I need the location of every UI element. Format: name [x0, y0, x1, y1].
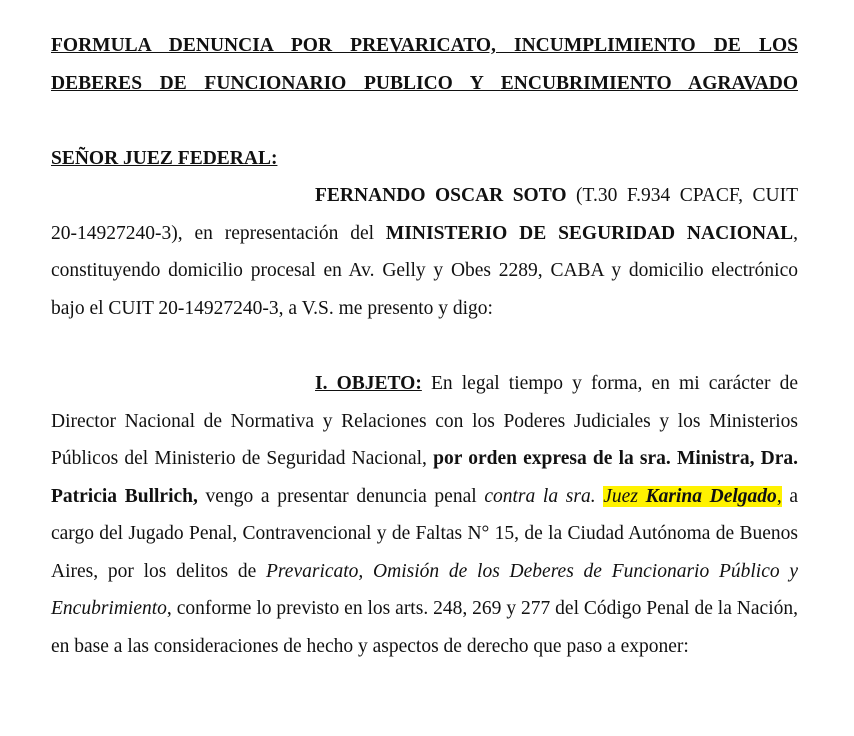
objeto-text-1: En legal tiempo y forma, en mi carácter de Director Nacional de Normativa y Relaciones con los Poderes Judiciales y los Ministerios Públicos del Ministerio de Seguridad Nacional, — [51, 373, 798, 469]
objeto-text-2: vengo a presentar denuncia penal — [197, 485, 485, 507]
title-line-2: DEBERES DE FUNCIONARIO PUBLICO Y ENCUBRIMIENTO AGRAVADO — [51, 72, 798, 94]
document-title — [51, 27, 798, 102]
objeto-italic-1: contra la sra. — [484, 485, 596, 507]
objeto-text-3: a cargo del Jugado Penal, Contravencional y de Faltas N° 15, de la Ciudad Autónoma de Buenos Aires, por los delitos de — [51, 485, 799, 582]
intro-paragraph — [51, 177, 798, 327]
objeto-crimes: Prevaricato, Omisión de los Deberes de Funcionario Público y Encubrimiento — [51, 560, 798, 619]
title-line-1: FORMULA DENUNCIA POR PREVARICATO, INCUMPLIMIENTO DE LOS — [51, 35, 798, 56]
intro-text-1: (T.30 F.934 CPACF, CUIT 20-14927240-3), en representación del — [51, 185, 798, 244]
salutation: SEÑOR JUEZ FEDERAL: — [51, 148, 278, 169]
intro-text-2: , constituyendo domicilio procesal en Av. Gelly y Obes 2289, CABA y domicilio electrónico bajo el CUIT 20-14927240-3, a V.S. me presento y digo: — [51, 222, 798, 319]
objeto-bold-order: por orden expresa de la sra. Ministra, Dra. Patricia Bullrich, — [51, 448, 798, 507]
objeto-heading: I. OBJETO: — [315, 373, 422, 394]
highlight-juez: Juez — [603, 485, 646, 507]
author-name: FERNANDO OSCAR SOTO — [315, 185, 567, 206]
highlight-comma: , — [776, 485, 782, 507]
highlight-name: Karina Delgado — [645, 485, 777, 507]
highlighted-judge-name — [603, 486, 781, 507]
objeto-paragraph — [51, 365, 798, 665]
objeto-text-4: , conforme lo previsto en los arts. 248, 269 y 277 del Código Penal de la Nación, en base a las consideraciones de hecho y aspectos de derecho que paso a exponer: — [51, 598, 798, 657]
ministry-name: MINISTERIO DE SEGURIDAD NACIONAL — [385, 222, 794, 244]
